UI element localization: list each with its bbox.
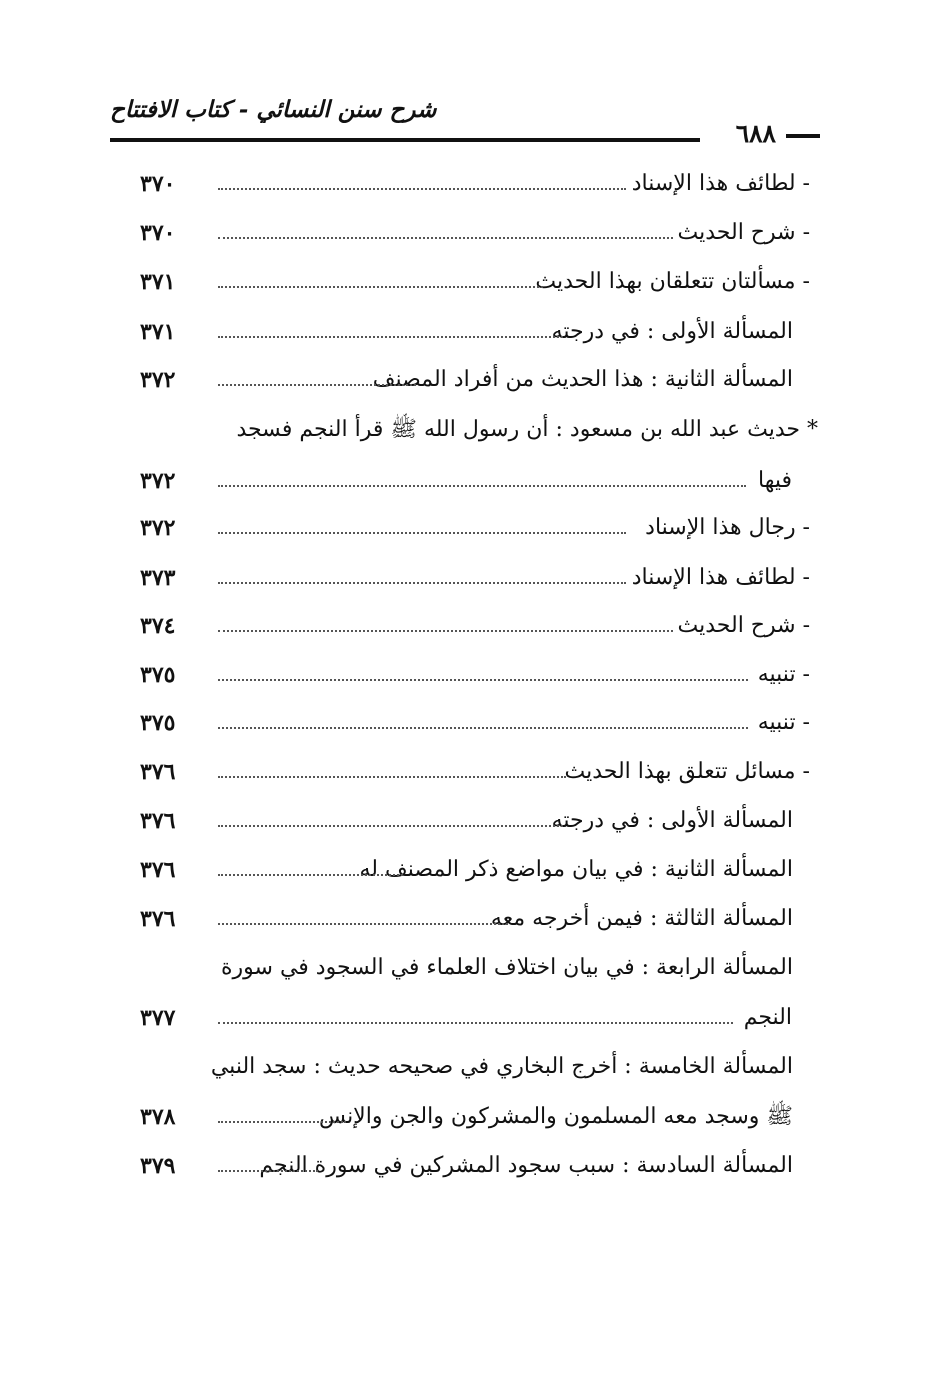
toc-entry xyxy=(0,948,940,988)
toc-entry xyxy=(0,461,940,501)
toc-entry xyxy=(0,703,940,743)
leader-dots xyxy=(218,384,416,386)
toc-entry-text: المسألة الثالثة : فيمن أخرجه معه xyxy=(490,906,793,931)
leader-dots xyxy=(218,188,626,190)
leader-dots xyxy=(218,286,543,288)
toc-entry-text: فيها xyxy=(758,468,792,493)
toc-entry-text: ﷺ وسجد معه المسلمون والمشركون والجن والإنس xyxy=(319,1104,793,1129)
toc-entry-text: النجم xyxy=(743,1005,792,1030)
leader-dots xyxy=(218,679,748,681)
toc-entry-text: المسألة الأولى : في درجته xyxy=(551,319,793,344)
toc-entry-text: * حديث عبد الله بن مسعود : أن رسول الله ﷺ قرأ النجم فسجد xyxy=(236,417,818,442)
toc-entry-page: ٣٧٥ xyxy=(140,662,176,688)
toc-entry-page: ٣٧٥ xyxy=(140,710,176,736)
toc-entry-page: ٣٧٢ xyxy=(140,367,176,393)
toc-entry-page: ٣٧٨ xyxy=(140,1104,176,1130)
toc-entry-page: ٣٧٦ xyxy=(140,808,176,834)
leader-dots xyxy=(218,532,626,534)
toc-entry xyxy=(0,1097,940,1137)
toc-entry-text: - شرح الحديث xyxy=(677,220,810,245)
toc-entry-text: المسألة الخامسة : أخرج البخاري في صحيحه حديث : سجد النبي xyxy=(210,1054,793,1079)
toc-entry xyxy=(0,410,940,450)
running-title: شرح سنن النسائي - كتاب الافتتاح xyxy=(110,96,437,123)
toc-entry-text: المسألة الأولى : في درجته xyxy=(551,808,793,833)
toc-entry-page: ٣٧٦ xyxy=(140,759,176,785)
toc-entry-page: ٣٧٤ xyxy=(140,613,176,639)
leader-dots xyxy=(218,582,626,584)
toc-entry xyxy=(0,655,940,695)
toc-entry-text: - لطائف هذا الإسناد xyxy=(631,171,810,196)
toc-entry xyxy=(0,213,940,253)
toc-entry-page: ٣٧٣ xyxy=(140,565,176,591)
toc-entry-text: المسألة الثانية : هذا الحديث من أفراد المصنف xyxy=(372,367,793,392)
toc-entry xyxy=(0,312,940,352)
toc-entry-text: - مسألتان تتعلقان بهذا الحديث xyxy=(535,269,810,294)
leader-dots xyxy=(218,485,746,487)
toc-entry-text: - مسائل تتعلق بهذا الحديث xyxy=(564,759,810,784)
toc-entry xyxy=(0,360,940,400)
toc-entry xyxy=(0,998,940,1038)
toc-entry xyxy=(0,1146,940,1186)
toc-entry-text: المسألة السادسة : سبب سجود المشركين في سورة النجم xyxy=(259,1153,793,1178)
toc-entry-text: - لطائف هذا الإسناد xyxy=(631,565,810,590)
leader-dots xyxy=(218,727,748,729)
leader-dots xyxy=(218,776,566,778)
toc-entry-page: ٣٧٩ xyxy=(140,1153,176,1179)
toc-entry-text: - رجال هذا الإسناد xyxy=(645,515,810,540)
toc-entry-page: ٣٧٢ xyxy=(140,468,176,494)
toc-entry-page: ٣٧٧ xyxy=(140,1005,176,1031)
toc-entry xyxy=(0,1047,940,1087)
toc-entry-page: ٣٧١ xyxy=(140,319,176,345)
toc-entry-page: ٣٧٠ xyxy=(140,171,176,197)
leader-dots xyxy=(218,874,403,876)
page-number-value: ٦٨٨ xyxy=(735,119,776,148)
toc-entry xyxy=(0,508,940,548)
toc-entry xyxy=(0,752,940,792)
leader-dots xyxy=(218,237,673,239)
toc-entry xyxy=(0,850,940,890)
toc-entry-text: المسألة الثانية : في بيان مواضع ذكر المصنف له xyxy=(359,857,793,882)
toc-entry-page: ٣٧٦ xyxy=(140,857,176,883)
toc-entry xyxy=(0,262,940,302)
leader-dots xyxy=(218,336,563,338)
toc-entry xyxy=(0,558,940,598)
toc-entry xyxy=(0,606,940,646)
toc-entry xyxy=(0,164,940,204)
leader-dots xyxy=(218,1121,346,1123)
toc-entry-text: المسألة الرابعة : في بيان اختلاف العلماء في السجود في سورة xyxy=(221,955,793,980)
toc-entry xyxy=(0,899,940,939)
leader-dots xyxy=(218,923,508,925)
toc-entry xyxy=(0,801,940,841)
leader-dots xyxy=(218,1022,733,1024)
toc-entry-text: - شرح الحديث xyxy=(677,613,810,638)
leader-dots xyxy=(218,1170,318,1172)
toc-entry-text: - تنبيه xyxy=(757,662,810,687)
toc-entry-page: ٣٧١ xyxy=(140,269,176,295)
leader-dots xyxy=(218,825,563,827)
leader-dots xyxy=(218,630,673,632)
toc-entry-page: ٣٧٠ xyxy=(140,220,176,246)
toc-entry-page: ٣٧٦ xyxy=(140,906,176,932)
toc-entry-text: - تنبيه xyxy=(757,710,810,735)
toc-entry-page: ٣٧٢ xyxy=(140,515,176,541)
